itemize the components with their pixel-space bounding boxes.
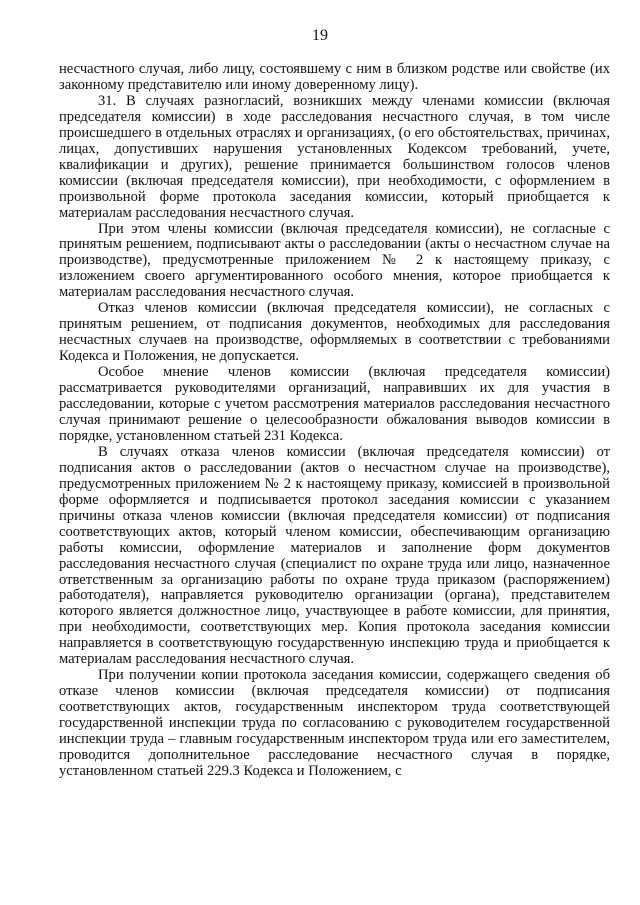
page-number: 19: [312, 27, 328, 44]
paragraph-refusal-protocol: В случаях отказа членов комиссии (включая председателя комиссии) от подписания актов о расследовании (актов о несчастном случае на производстве), предусмотренных приложением № 2 к настоящему приказу, комиссией в произвольной форме оформляется и подписывается протокол заседания комиссии с указанием причины отказа членов комиссии (включая председателя комиссии) от подписания соответствующих актов, который членом комиссии, обеспечивающим организацию работы комиссии, оформление материалов и заполнение форм документов расследования несчастного случая (специалист по охране труда или лицо, назначенное ответственным за организацию работы по охране труда приказом (распоряжением) работодателя), направляется руководителю организации (органа), представителем которого является должностное лицо, участвующее в работе комиссии, для принятия, при необходимости, соответствующих мер. Копия протокола заседания комиссии направляется в соответствующую государственную инспекцию труда и приобщается к материалам расследования несчастного случая.: [59, 443, 610, 668]
document-body: [59, 62, 610, 780]
paragraph-special-opinion: Особое мнение членов комиссии (включая председателя комиссии) рассматривается руководителями организаций, направивших их для участия в расследовании, которые с учетом рассмотрения материалов расследования несчастного случая принимают решение о целесообразности обжалования выводов комиссии в порядке, установленном статьей 231 Кодекса.: [59, 364, 610, 444]
paragraph-clause-31: 31. В случаях разногласий, возникших между членами комиссии (включая председателя комиссии) в ходе расследования несчастного случая, в том числе происшедшего в отдельных отраслях и организациях, (о его обстоятельствах, причинах, лицах, допустивших нарушения установленных Кодексом требований, учете, квалификации и других), решение принимается большинством голосов членов комиссии (включая председателя комиссии), при необходимости, с оформлением в произвольной форме протокола заседания комиссии, который приобщается к материалам расследования несчастного случая.: [59, 92, 610, 221]
paragraph-dissent-signing: При этом члены комиссии (включая председателя комиссии), не согласные с принятым решением, подписывают акты о расследовании (акты о несчастном случае на производстве), предусмотренные приложением № 2 к настоящему приказу, с изложением своего аргументированного особого мнения, которое приобщается к материалам расследования несчастного случая.: [59, 220, 610, 301]
paragraph-refusal-prohibited: Отказ членов комиссии (включая председателя комиссии), не согласных с принятым решением, от подписания документов, необходимых для расследования несчастных случаев на производстве, оформляемых в соответствии с требованиями Кодекса и Положения, не допускается.: [59, 300, 610, 365]
paragraph-continuation: несчастного случая, либо лицу, состоявшему с ним в близком родстве или свойстве (их законному представителю или иному доверенному лицу).: [59, 61, 610, 93]
paragraph-additional-investigation: При получении копии протокола заседания комиссии, содержащего сведения об отказе членов комиссии (включая председателя комиссии) от подписания соответствующих актов, государственным инспектором труда соответствующей государственной инспекции труда по согласованию с руководителем государственной инспекции труда – главным государственным инспектором труда или его заместителем, проводится дополнительное расследование несчастного случая в порядке, установленном статьей 229.3 Кодекса и Положением, с: [59, 667, 610, 779]
